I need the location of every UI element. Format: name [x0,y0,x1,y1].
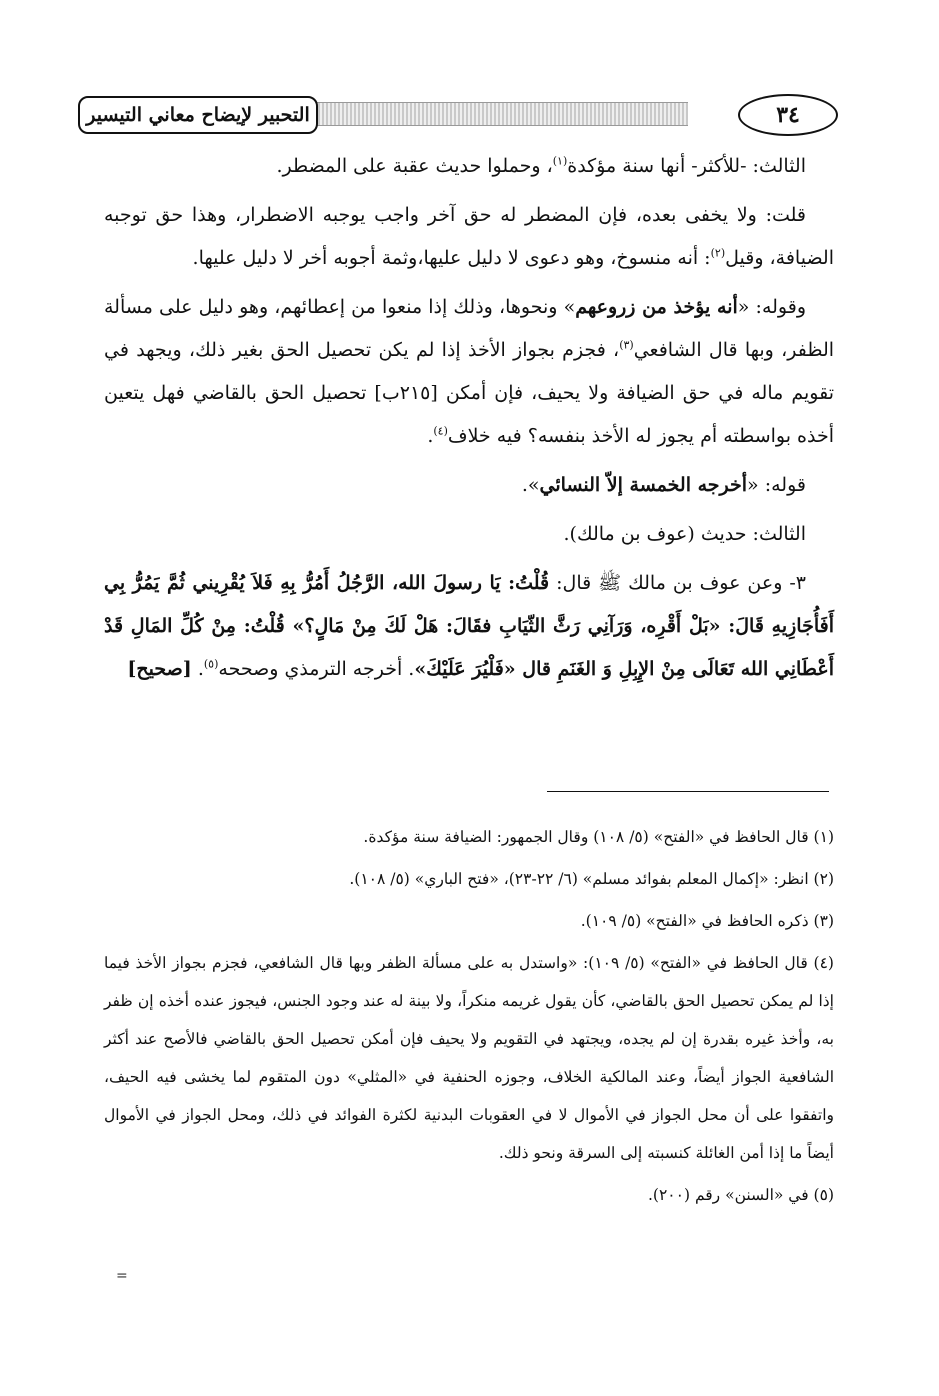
main-text [104,145,834,691]
paragraph-1: الثالث: -للأكثر- أنها سنة مؤكدة$^{(١)}$، وحملوا حديث عقبة على المضطر. [276,154,806,177]
footnote-ref-2[interactable]: (٢) [710,246,726,260]
paragraph-4: قوله: «أخرجه الخمسة إلاّ النسائي». [521,474,806,496]
footnote-4: (٤) قال الحافظ في «الفتح» (٥/ ١٠٩): «واستدل به على مسألة الظفر وبها قال الشافعي، فجزم بجواز الأخذ فيما إذا لم يمكن تحصيل الحق بالقاضي، كأن يقول غريمه منكراً، ولا بينة له عند وجود الجنس، فيجوز عنده أخذه إن ظفر به، وأخذ غيره بقدرة إن لم يجده، ويجتهد في التقويم ولا يحيف فإن أمكن تحصيل الحق بالقاضي فالأصح عند أكثر الشافعية الجواز أيضاً، وعند المالكية الخلاف، وجوزه الحنفية في «المثلي» دون المتقوم لما يخشى فيه الحيف، واتفقوا على أن محل الجواز في الأموال لا في العقوبات البدنية لكثرة الفوائد في ذلك، ومحل الجواز في الأموال أيضاً ما إذا أمن الغائلة كنسبته إلى السرقة ونحو ذلك. [104,954,834,1162]
footnotes [104,818,834,1214]
quoted-phrase: أخرجه الخمسة إلاّ النسائي [539,474,748,496]
margin-mark: = [116,1268,128,1284]
footnote-2: (٢) انظر: «إكمال المعلم بفوائد مسلم» (٦/ ٢٢-٢٣)، «فتح الباري» (٥/ ١٠٨). [349,870,834,888]
hadith-grade: [صحيح] [127,658,192,680]
footnote-ref-4[interactable]: (٤) [433,424,448,438]
footnote-separator [547,791,829,792]
page-header [78,92,838,136]
paragraph-6: ٣- وعن عوف بن مالك ﷺ قال: قُلْتُ: يَا رسولَ الله، الرَّجُلُ أَمُرُّ بِهِ فَلاَ يُقْرِيني ثُمَّ يَمُرُّ بِي أَفَأُجَازِيهِ قَالَ: «بَلْ أَقْرِه، وَرَآنِي رَثَّ الثّيَابِ فقَالَ: هَلْ لَكَ مِنْ مَالٍ؟» قُلْتُ: مِنْ كُلِّ المَالِ قَدْ أَعْطَانِي الله تَعَالَى مِنْ الإِبِلِ وَ الغَنَمِ قال «فَلْيُرَ عَلَيْكَ». أخرجه الترمذي وصححه$^{(٥)}$. [صحيح] [104,572,834,680]
footnote-ref-5[interactable]: (٥) [203,657,219,671]
quoted-phrase: أنه يؤخذ من زروعهم [575,296,738,318]
footnote-1: (١) قال الحافظ في «الفتح» (٥/ ١٠٨) وقال الجمهور: الضيافة سنة مؤكدة. [363,828,834,846]
paragraph-3: وقوله: «أنه يؤخذ من زروعهم» ونحوها، وذلك إذا منعوا من إعطائهم، وهو دليل على مسألة الظفر، وبها قال الشافعي$^{(٣)}$، فجزم بجواز الأخذ إذا لم يكن تحصيل الحق بغير ذلك، ويجهد في تقويم ماله في حق الضيافة ولا يحيف، فإن أمكن [٢١٥ب] تحصيل الحق بالقاضي فهل يتعين أخذه بواسطته أم يجوز له الأخذ بنفسه؟ فيه خلاف$^{(٤)}$. [104,296,835,447]
footnote-ref-3[interactable]: (٣) [619,338,634,352]
hadith-text: قُلْتُ: يَا رسولَ الله، الرَّجُلُ أَمُرُّ بِهِ فَلاَ يُقْرِيني ثُمَّ يَمُرُّ بِي أَفَأُجَازِيهِ قَالَ: «بَلْ أَقْرِه، وَرَآنِي رَثَّ الثّيَابِ فقَالَ: هَلْ لَكَ مِنْ مَالٍ؟» قُلْتُ: مِنْ كُلِّ المَالِ قَدْ أَعْطَانِي الله تَعَالَى مِنْ الإِبِلِ وَ الغَنَمِ قال «فَلْيُرَ عَلَيْكَ» [104,572,834,680]
book-title: التحبير لإيضاح معاني التيسير [78,96,318,134]
paragraph-5: الثالث: حديث (عوف بن مالك). [563,523,806,545]
paragraph-2: قلت: ولا يخفى بعده، فإن المضطر له حق آخر واجب يوجبه الاضطرار، وهذا حق توجبه الضيافة، وقيل$^{(٢)}$: أنه منسوخ، وهو دعوى لا دليل عليها،وثمة أجوبه أخر لا دليل عليها. [104,204,834,269]
footnote-5: (٥) في «السنن» رقم (٢٠٠). [648,1186,834,1204]
footnote-ref-1[interactable]: (١) [552,154,568,168]
page-number: ٣٤ [738,94,838,136]
footnote-3: (٣) ذكره الحافظ في «الفتح» (٥/ ١٠٩). [580,912,834,930]
